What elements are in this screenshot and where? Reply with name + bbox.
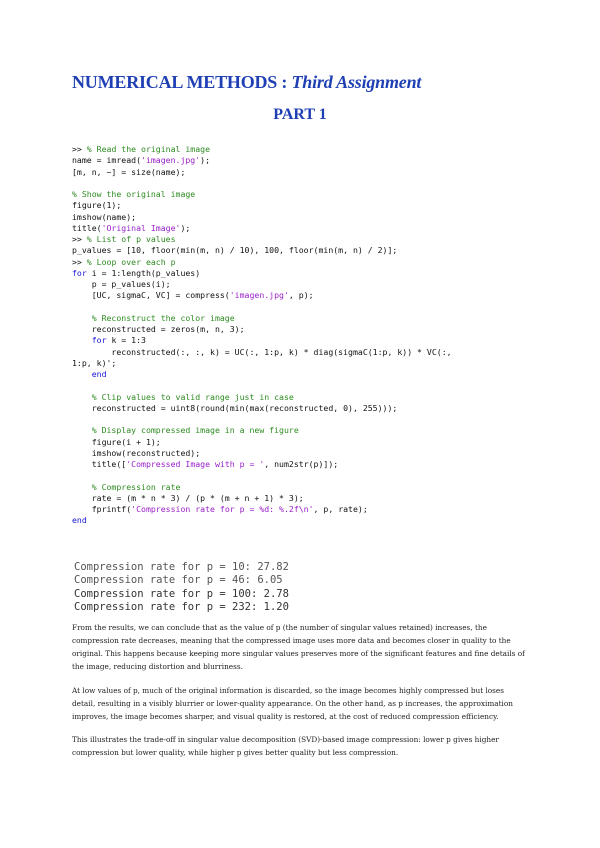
code-block [72, 144, 542, 527]
code-line [72, 245, 542, 256]
code-line [72, 448, 542, 459]
code-token: rate = (m * n * 3) / (p * (m + n + 1) * 3); [72, 492, 304, 503]
code-token: for [72, 267, 87, 278]
paragraph-low-p: At low values of p, much of the original information is discarded, so the image becomes highly compressed but loses detail, resulting in a visibly blurrier or lower-quality appearance. On the other hand, as p increases, the approximation improves, the image becomes sharper, and visual quality is restored, at the cost of reduced compression efficiency. [72, 686, 513, 721]
code-line [72, 212, 542, 223]
code-token [72, 425, 92, 435]
code-line [72, 403, 542, 414]
code-token: % Reconstruct the color image [91, 312, 235, 323]
command-output [74, 561, 289, 614]
code-line [72, 324, 542, 335]
code-line [72, 369, 542, 380]
code-token: 'imagen.jpg' [141, 155, 201, 166]
code-token: [m, n, ~] = size(name); [72, 166, 186, 177]
code-token [72, 313, 92, 323]
code-token [72, 392, 92, 402]
code-token: ); [200, 155, 211, 166]
code-token [72, 482, 92, 492]
code-token: fprintf( [72, 504, 132, 514]
code-token: [UC, sigmaC, VC] = compress( [72, 290, 230, 301]
code-token: imshow(name); [72, 211, 137, 222]
code-token: p = p_values(i); [72, 279, 171, 289]
code-line [72, 358, 542, 369]
code-line [72, 155, 542, 166]
code-line [72, 268, 542, 279]
output-line: Compression rate for p = 100: 2.78 [74, 587, 289, 600]
code-token: reconstructed(:, :, k) = UC(:, 1:p, k) * diag(sigmaC(1:p, k)) * VC(:, [72, 346, 452, 357]
code-line [72, 515, 542, 526]
code-line [72, 380, 542, 391]
code-token: 'imagen.jpg' [229, 290, 289, 301]
code-line [72, 470, 542, 481]
code-token: 'Compressed Image with p = ' [126, 459, 265, 469]
paragraph-results: From the results, we can conclude that as the value of p (the number of singular values retained) increases, the compression rate decreases, meaning that the compressed image uses more data and becomes closer in quality to the original. This happens because keeping more singular values preserves more of the significant features and fine details of the image, reducing distortion and blurriness. [72, 623, 525, 671]
code-token: % List of p values [86, 234, 176, 244]
code-token: >> [72, 144, 87, 154]
code-token: % Compression rate [91, 481, 181, 492]
code-token: figure(1); [72, 200, 122, 211]
code-token: p_values = [10, floor(min(m, n) / 10), 100, floor(min(m, n) / 2)]; [72, 245, 398, 256]
code-token: imshow(reconstructed); [72, 447, 201, 458]
code-token: k = 1:3 [106, 335, 146, 346]
code-line [72, 290, 542, 301]
code-line [72, 335, 542, 346]
code-token: end [91, 369, 107, 379]
code-line [72, 482, 542, 493]
code-token: 'Original Image' [101, 222, 181, 233]
code-line [72, 425, 542, 436]
code-token: 'Compression rate for p = %d: %.2f\n' [131, 504, 314, 514]
code-token: for [91, 335, 107, 346]
code-token: 1:p, k)'; [72, 357, 117, 368]
code-token: name = imread( [72, 155, 142, 166]
code-line [72, 313, 542, 324]
code-line [72, 167, 542, 178]
code-line [72, 437, 542, 448]
code-token: figure(i + 1); [72, 436, 161, 447]
code-token: >> [72, 256, 87, 267]
code-token: % Show the original image [72, 189, 196, 199]
paragraph-tradeoff: This illustrates the trade-off in singular value decomposition (SVD)-based image compression: lower p gives higher compression but lower quality, while higher p gives better quality but less compression. [72, 735, 499, 757]
code-line [72, 223, 542, 234]
code-line [72, 414, 542, 425]
code-token: reconstructed = zeros(m, n, 3); [72, 324, 245, 334]
code-line [72, 178, 542, 189]
code-line [72, 257, 542, 268]
code-token: % Loop over each p [86, 256, 176, 267]
code-line [72, 144, 542, 155]
code-line [72, 392, 542, 403]
code-token: % Clip values to valid range just in case [91, 391, 294, 402]
output-line: Compression rate for p = 46: 6.05 [74, 574, 283, 587]
output-line: Compression rate for p = 232: 1.20 [74, 600, 289, 613]
code-token: end [72, 515, 87, 526]
code-line [72, 234, 542, 245]
code-token: % Display compressed image in a new figure [91, 425, 299, 436]
code-line [72, 302, 542, 313]
code-token [72, 335, 92, 345]
part-heading: PART 1 [273, 106, 327, 123]
code-token: i = 1:length(p_values) [86, 267, 201, 278]
title-italic: Third Assignment [291, 72, 422, 92]
output-line: Compression rate for p = 10: 27.82 [74, 561, 289, 573]
code-token: ); [180, 222, 191, 233]
code-token [72, 369, 92, 379]
document-title [72, 72, 421, 93]
code-line [72, 493, 542, 504]
code-token: title([ [72, 459, 127, 469]
code-token: % Read the original image [86, 144, 211, 154]
code-line [72, 189, 542, 200]
code-line [72, 347, 542, 358]
code-token: , p, rate); [313, 504, 368, 514]
code-token: , p); [288, 290, 314, 301]
code-token: >> [72, 234, 87, 244]
code-token: , num2str(p)]); [264, 459, 339, 469]
code-line [72, 504, 542, 515]
code-token: reconstructed = uint8(round(min(max(reconstructed, 0), 255))); [72, 402, 398, 413]
title-main: NUMERICAL METHODS : [72, 72, 292, 92]
code-line [72, 459, 542, 470]
code-line [72, 279, 542, 290]
code-token: title( [72, 222, 102, 233]
code-line [72, 200, 542, 211]
